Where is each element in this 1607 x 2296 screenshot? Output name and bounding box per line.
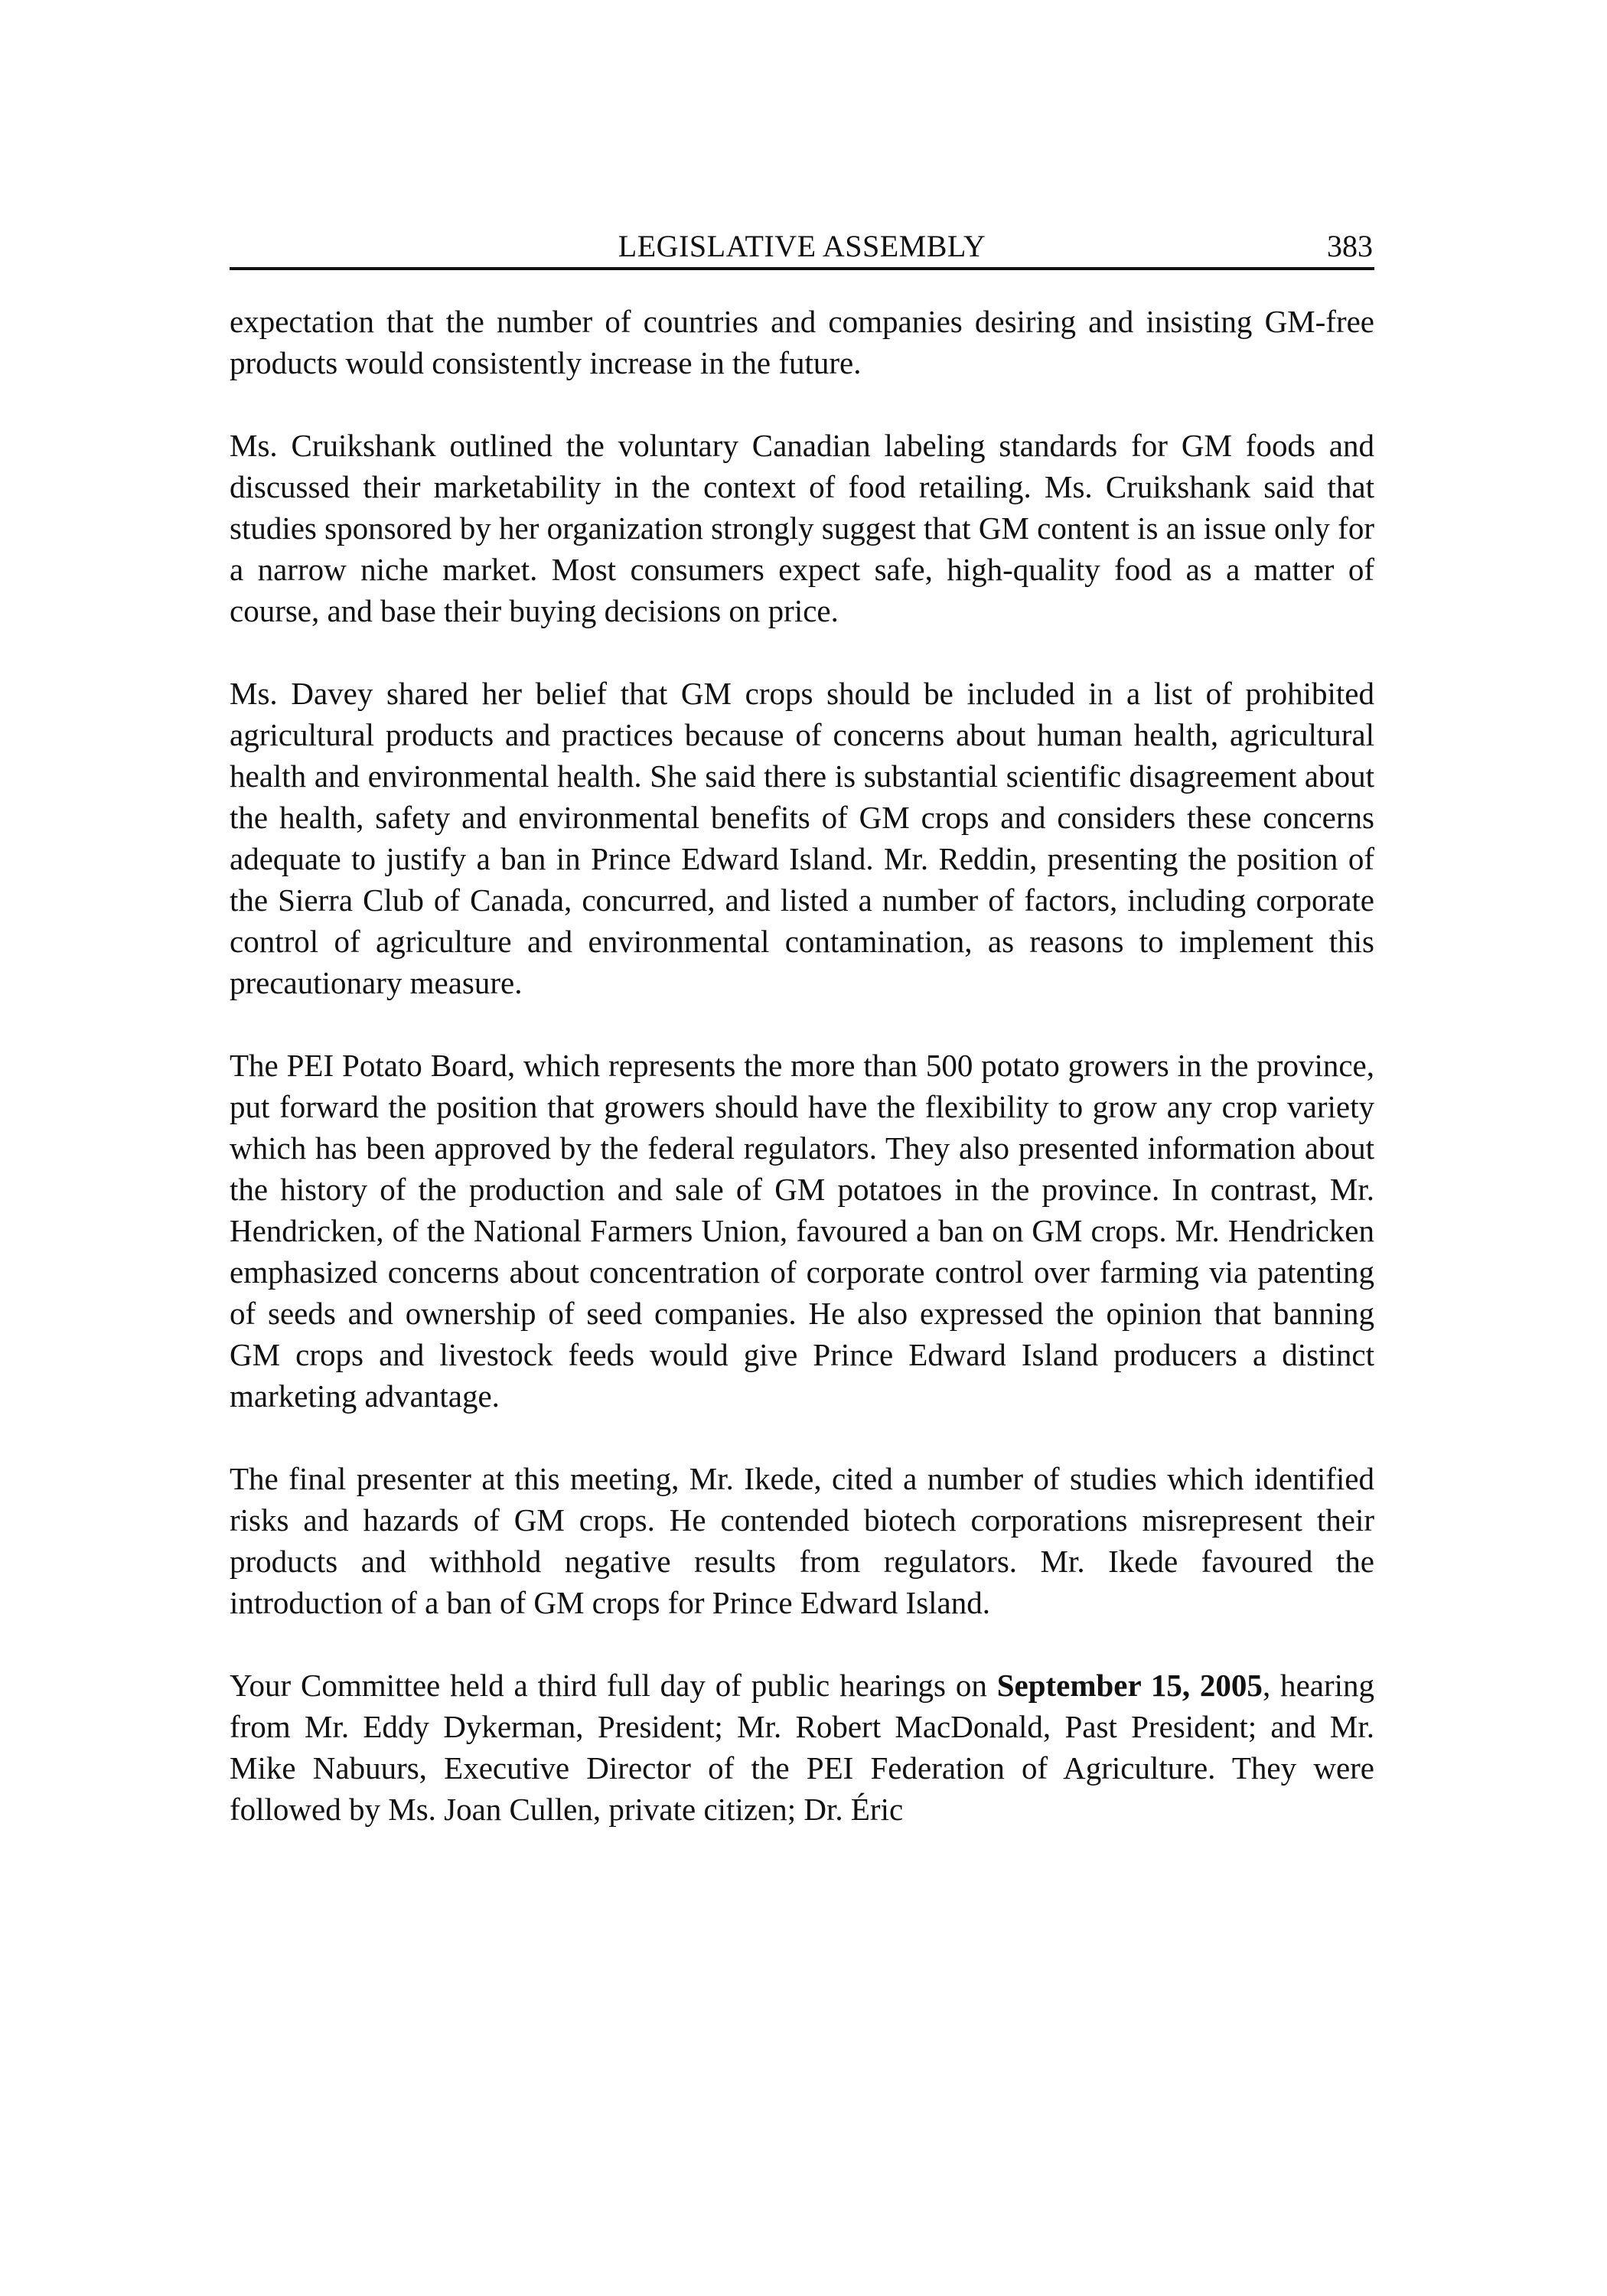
- paragraph: [230, 1665, 1374, 1830]
- page-header: [230, 226, 1374, 270]
- paragraph: expectation that the number of countries and companies desiring and insisting GM-free products would consistently increase in the future.: [230, 304, 1374, 380]
- document-page: [230, 226, 1374, 1830]
- paragraph: Ms. Davey shared her belief that GM crops should be included in a list of prohibited agricultural products and practices because of concerns about human health, agricultural health and environmental health. She said there is substantial scientific disagreement about the health, safety and environmental benefits of GM crops and considers these concerns adequate to justify a ban in Prince Edward Island. Mr. Reddin, presenting the position of the Sierra Club of Canada, concurred, and listed a number of factors, including corporate control of agriculture and environmental contamination, as reasons to implement this precautionary measure.: [230, 676, 1374, 1000]
- page-number: 383: [1327, 229, 1373, 263]
- paragraph: The final presenter at this meeting, Mr. Ikede, cited a number of studies which identified risks and hazards of GM crops. He contended biotech corporations misrepresent their products and withhold negative results from regulators. Mr. Ikede favoured the introduction of a ban of GM crops for Prince Edward Island.: [230, 1461, 1374, 1620]
- paragraph-text: Your Committee held a third full day of public hearings on: [230, 1668, 997, 1703]
- running-title: LEGISLATIVE ASSEMBLY: [618, 229, 986, 263]
- paragraph-text: , hearing from Mr. Eddy Dykerman, President; Mr. Robert MacDonald, Past President; and Mr. Mike Nabuurs, Executive Director of the PEI Federation of Agriculture. They were followed by Ms. Joan Cullen, private citizen; Dr. Éric: [230, 1668, 1374, 1827]
- body-text: [230, 301, 1374, 1830]
- paragraph: The PEI Potato Board, which represents the more than 500 potato growers in the province, put forward the position that growers should have the flexibility to grow any crop variety which has been approved by the federal regulators. They also presented information about the history of the production and sale of GM potatoes in the province. In contrast, Mr. Hendricken, of the National Farmers Union, favoured a ban on GM crops. Mr. Hendricken emphasized concerns about concentration of corporate control over farming via patenting of seeds and ownership of seed companies. He also expressed the opinion that banning GM crops and livestock feeds would give Prince Edward Island producers a distinct marketing advantage.: [230, 1048, 1374, 1414]
- paragraph: Ms. Cruikshank outlined the voluntary Canadian labeling standards for GM foods and discussed their marketability in the context of food retailing. Ms. Cruikshank said that studies sponsored by her organization strongly suggest that GM content is an issue only for a narrow niche market. Most consumers expect safe, high-quality food as a matter of course, and base their buying decisions on price.: [230, 428, 1374, 628]
- hearing-date: September 15, 2005: [996, 1668, 1263, 1703]
